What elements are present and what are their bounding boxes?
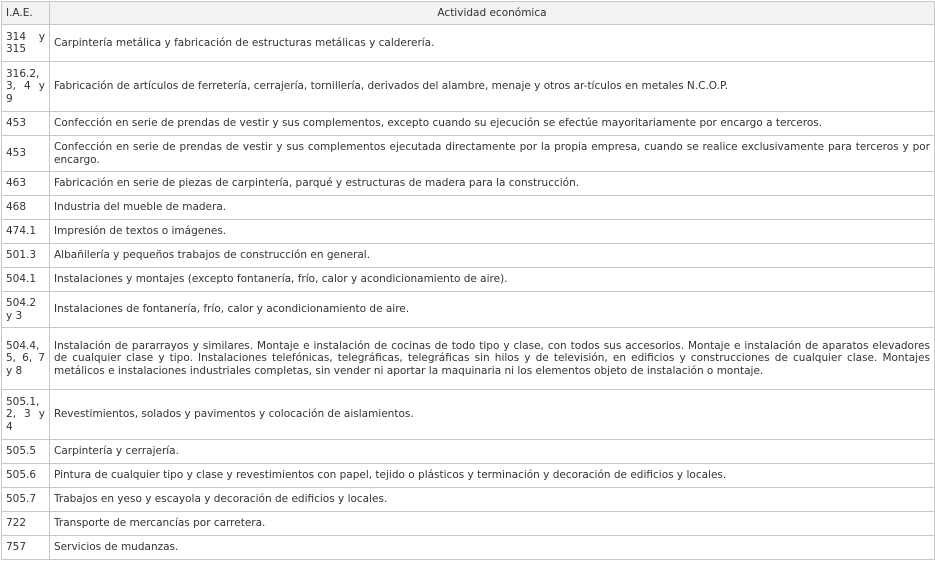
activity-cell: Servicios de mudanzas. [50, 536, 935, 560]
iae-code-cell: 316.2, 3, 4 y 9 [2, 62, 50, 112]
activity-cell: Fabricación de artículos de ferretería, cerrajería, tornillería, derivados del alambre, menaje y otros ar-tículos en metales N.C.O.P. [50, 62, 935, 112]
activity-cell: Instalaciones de fontanería, frío, calor y acondicionamiento de aire. [50, 292, 935, 328]
iae-code-cell: 757 [2, 536, 50, 560]
activity-cell: Impresión de textos o imágenes. [50, 220, 935, 244]
iae-code-cell: 453 [2, 136, 50, 172]
table-row [2, 25, 935, 62]
activity-cell: Albañilería y pequeños trabajos de construcción en general. [50, 244, 935, 268]
table-row [2, 512, 935, 536]
table-header-row [2, 2, 935, 25]
activity-cell: Instalaciones y montajes (excepto fontanería, frío, calor y acondicionamiento de aire). [50, 268, 935, 292]
table-row [2, 328, 935, 390]
activity-cell: Instalación de pararrayos y similares. Montaje e instalación de cocinas de todo tipo y clase, con todos sus accesorios. Montaje e instalación de aparatos elevadores de cualquier clase y tipo. Instalaciones telefónicas, telegráficas, telegráficas sin hilos y de televisión, en edificios y construcciones de cualquier clase. Montajes metálicos e instalaciones industriales completas, sin vender ni aportar la maquinaria ni los elementos objeto de instalación o montaje. [50, 328, 935, 390]
iae-code-cell: 453 [2, 112, 50, 136]
table-row [2, 112, 935, 136]
iae-code-cell: 505.1, 2, 3 y 4 [2, 390, 50, 440]
table-row [2, 390, 935, 440]
column-header-activity: Actividad económica [50, 2, 935, 25]
iae-code-cell: 505.5 [2, 440, 50, 464]
iae-code-cell: 722 [2, 512, 50, 536]
iae-code-cell: 314 y 315 [2, 25, 50, 62]
activity-cell: Fabricación en serie de piezas de carpintería, parqué y estructuras de madera para la construcción. [50, 172, 935, 196]
table-row [2, 220, 935, 244]
iae-code-cell: 504.2 y 3 [2, 292, 50, 328]
activity-cell: Industria del mueble de madera. [50, 196, 935, 220]
table-row [2, 62, 935, 112]
iae-code-cell: 504.1 [2, 268, 50, 292]
iae-code-cell: 505.7 [2, 488, 50, 512]
table-row [2, 172, 935, 196]
activity-cell: Revestimientos, solados y pavimentos y colocación de aislamientos. [50, 390, 935, 440]
table-row [2, 136, 935, 172]
activity-cell: Pintura de cualquier tipo y clase y revestimientos con papel, tejido o plásticos y terminación y decoración de edificios y locales. [50, 464, 935, 488]
column-header-iae: I.A.E. [2, 2, 50, 25]
table-row [2, 196, 935, 220]
iae-code-cell: 501.3 [2, 244, 50, 268]
table-row [2, 292, 935, 328]
iae-code-cell: 463 [2, 172, 50, 196]
table-row [2, 440, 935, 464]
iae-code-cell: 468 [2, 196, 50, 220]
table-row [2, 244, 935, 268]
activity-cell: Carpintería y cerrajería. [50, 440, 935, 464]
iae-code-cell: 505.6 [2, 464, 50, 488]
table-row [2, 268, 935, 292]
table-row [2, 536, 935, 560]
iae-activity-table [1, 1, 935, 560]
activity-cell: Transporte de mercancías por carretera. [50, 512, 935, 536]
activity-cell: Confección en serie de prendas de vestir y sus complementos, excepto cuando su ejecución se efectúe mayoritariamente por encargo a terceros. [50, 112, 935, 136]
table-row [2, 488, 935, 512]
table-body [2, 25, 935, 560]
table-row [2, 464, 935, 488]
iae-code-cell: 504.4, 5, 6, 7 y 8 [2, 328, 50, 390]
activity-cell: Carpintería metálica y fabricación de estructuras metálicas y calderería. [50, 25, 935, 62]
iae-code-cell: 474.1 [2, 220, 50, 244]
activity-cell: Trabajos en yeso y escayola y decoración de edificios y locales. [50, 488, 935, 512]
activity-cell: Confección en serie de prendas de vestir y sus complementos ejecutada directamente por la propia empresa, cuando se realice exclusivamente para terceros y por encargo. [50, 136, 935, 172]
